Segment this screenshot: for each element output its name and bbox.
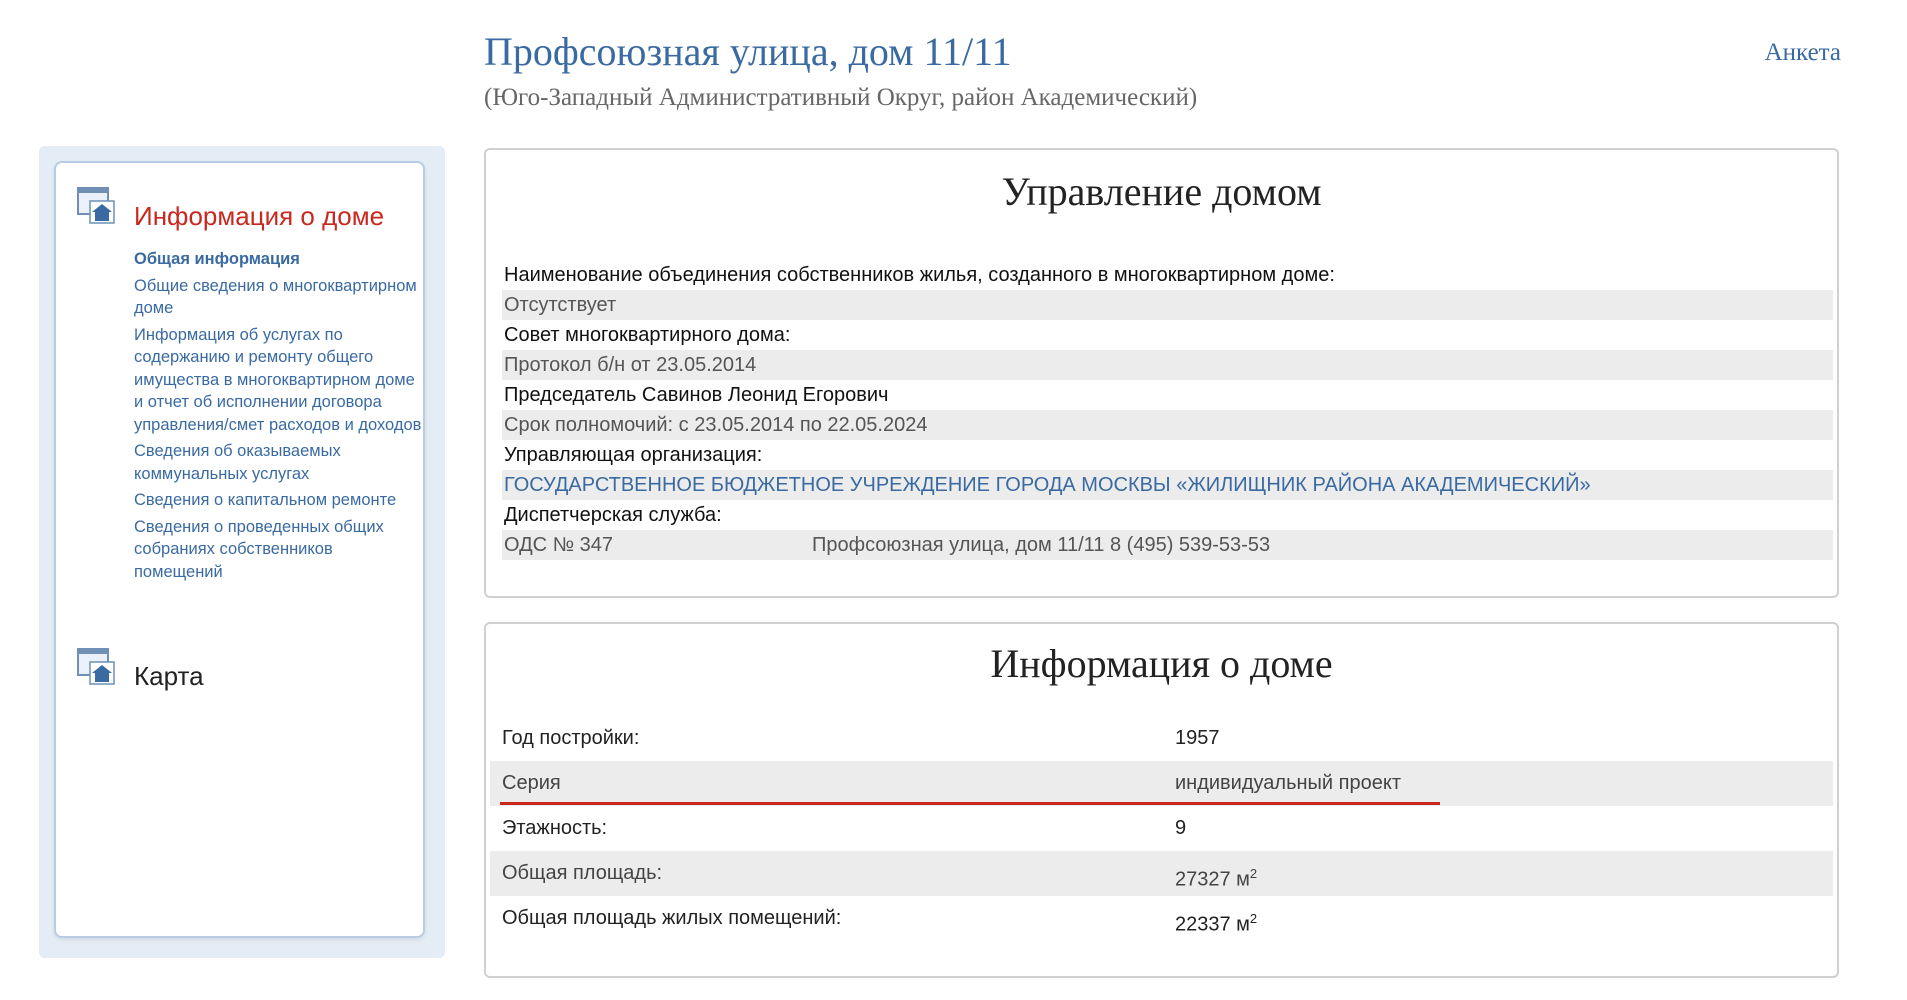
info-label: Общая площадь жилых помещений: (502, 907, 842, 929)
house-info-title: Информация о доме (990, 641, 1333, 686)
dispatch-row (502, 530, 1833, 560)
house-info-table (490, 716, 1833, 941)
info-value: 1957 (1175, 727, 1220, 749)
submenu-building-overview[interactable]: Общие сведения о многоквартирном доме (134, 276, 417, 317)
info-label: Серия (502, 772, 561, 794)
hoa-value: Отсутствует (502, 290, 1833, 320)
info-label: Этажность: (502, 817, 608, 839)
council-label: Совет многоквартирного дома: (504, 324, 791, 346)
info-value: индивидуальный проект (1175, 772, 1401, 794)
info-value (1175, 851, 1257, 903)
submenu-capital-repair[interactable]: Сведения о капитальном ремонте (134, 491, 397, 509)
sidebar-panel (54, 161, 425, 938)
info-row-floors (490, 806, 1833, 851)
anketa-link[interactable]: Анкета (1764, 39, 1841, 66)
info-row-living-area (490, 896, 1833, 941)
info-label: Год постройки: (502, 727, 640, 749)
info-value (1175, 896, 1257, 948)
highlight-underline (500, 802, 1440, 805)
area-superscript: 2 (1249, 866, 1258, 881)
submenu-general-info[interactable]: Общая информация (134, 250, 300, 268)
management-org-link[interactable]: ГОСУДАРСТВЕННОЕ БЮДЖЕТНОЕ УЧРЕЖДЕНИЕ ГОРОДА МОСКВЫ «ЖИЛИЩНИК РАЙОНА АКАДЕМИЧЕСКИЙ» (502, 470, 1833, 500)
page-title: Профсоюзная улица, дом 11/11 (484, 29, 1012, 74)
area-number: 27327 м (1175, 868, 1250, 891)
dispatch-code: ОДС № 347 (504, 534, 614, 556)
submenu-utility-services[interactable]: Сведения об оказываемых коммунальных услугах (134, 442, 341, 483)
hoa-label: Наименование объединения собственников жилья, созданного в многоквартирном доме: (504, 264, 1335, 286)
page-subtitle: (Юго-Западный Административный Округ, район Академический) (484, 84, 1198, 111)
area-superscript: 2 (1249, 911, 1258, 926)
dispatch-address: Профсоюзная улица, дом 11/11 8 (495) 539-53-53 (812, 534, 1271, 556)
management-panel (484, 148, 1839, 598)
info-row-series (490, 761, 1833, 806)
submenu-maintenance-services[interactable]: Информация об услугах по содержанию и ремонту общего имущества в многоквартирном доме и отчет об исполнении договора управления/смет расходов и доходов (134, 325, 422, 434)
management-details (502, 260, 1833, 560)
info-row-year (490, 716, 1833, 761)
dispatch-label: Диспетчерская служба: (504, 504, 722, 526)
info-label: Общая площадь: (502, 862, 663, 884)
sidebar-submenu (134, 248, 424, 587)
house-info-panel (484, 622, 1839, 978)
map-icon (76, 646, 116, 686)
chairman-text: Председатель Савинов Леонид Егорович (504, 384, 889, 406)
submenu-owners-meetings[interactable]: Сведения о проведенных общих собраниях собственников помещений (134, 517, 384, 581)
term-text: Срок полномочий: с 23.05.2014 по 22.05.2024 (502, 410, 1833, 440)
council-value: Протокол б/н от 23.05.2014 (502, 350, 1833, 380)
house-document-icon (76, 185, 116, 225)
sidebar-item-map[interactable]: Карта (134, 661, 204, 691)
sidebar (39, 146, 445, 958)
sidebar-item-house-info[interactable]: Информация о доме (134, 201, 385, 231)
info-row-total-area (490, 851, 1833, 896)
info-value: 9 (1175, 817, 1187, 839)
management-title: Управление домом (1001, 169, 1322, 214)
org-label: Управляющая организация: (504, 444, 763, 466)
area-number: 22337 м (1175, 913, 1250, 936)
